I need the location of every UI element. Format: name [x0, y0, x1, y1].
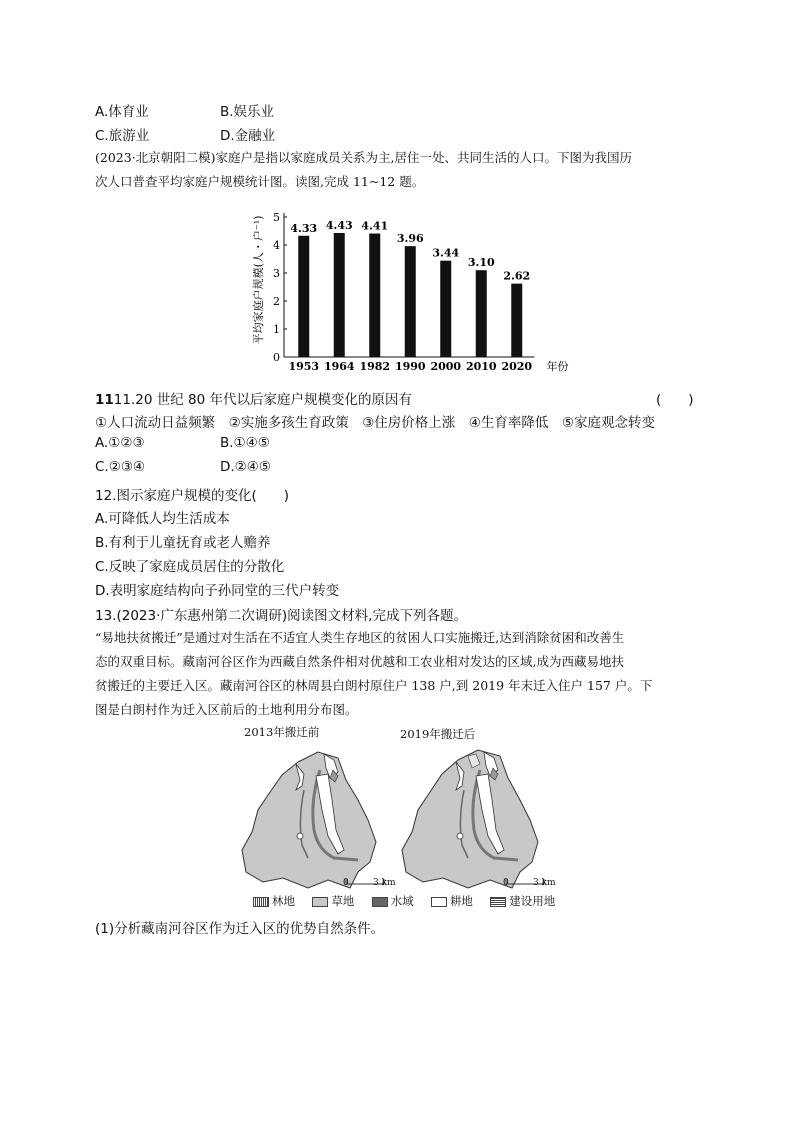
bar-value-label: 4.33 — [290, 221, 318, 235]
option-d-prev: D.金融业 — [220, 128, 276, 144]
y-tick-label: 5 — [273, 211, 280, 224]
q11-answer-paren: ( ) — [656, 392, 694, 408]
map-after-scale-zero: 0 — [503, 878, 509, 888]
bar-value-label: 2.62 — [503, 269, 531, 283]
intro-line-1: (2023·北京朝阳二模)家庭户是指以家庭成员关系为主,居住一处、共同生活的人口。下图为我国历 — [95, 150, 633, 165]
y-axis-label: 平均家庭户规模(人・户⁻¹) — [252, 215, 265, 345]
y-tick-label: 2 — [273, 295, 280, 308]
q13-para-2: 态的双重目标。藏南河谷区作为西藏自然条件相对优越和工农业相对发达的区域,成为西藏易地扶 — [95, 654, 624, 669]
q11-stem: 1111.20 世纪 80 年代以后家庭户规模变化的原因有 — [95, 392, 412, 408]
legend-forest: 林地 — [272, 894, 295, 908]
map-legend — [253, 893, 555, 909]
bar-value-label: 4.41 — [361, 219, 389, 233]
q12-option-b: B.有利于儿童抚育或老人赡养 — [95, 535, 271, 551]
x-tick-label: 1964 — [323, 360, 355, 373]
bar-value-label: 3.96 — [396, 232, 424, 246]
bar — [511, 284, 522, 357]
q13-para-1: “易地扶贫搬迁”是通过对生活在不适宜人类生存地区的贫困人口实施搬迁,达到消除贫困和改善生 — [95, 630, 625, 645]
q12-option-c: C.反映了家庭成员居住的分散化 — [95, 559, 285, 575]
q11-items: ①人口流动日益频繁 ②实施多孩生育政策 ③住房价格上涨 ④生育率降低 ⑤家庭观念转变 — [95, 415, 656, 431]
q11-option-a: A.①②③ — [95, 435, 145, 451]
legend-forest-swatch — [253, 897, 269, 907]
q12-stem: 12.图示家庭户规模的变化( ) — [95, 488, 290, 504]
legend-water: 水域 — [390, 894, 414, 908]
y-tick-label: 4 — [273, 239, 280, 252]
q11-stem-text: 11.20 世纪 80 年代以后家庭户规模变化的原因有 — [113, 392, 412, 408]
map-after-title: 2019年搬迁后 — [400, 727, 476, 741]
y-tick-label: 0 — [273, 351, 280, 364]
x-axis-label: 年份 — [546, 360, 569, 373]
map-before — [238, 740, 388, 890]
bar — [369, 234, 380, 357]
q13-stem: 13.(2023·广东惠州第二次调研)阅读图文材料,完成下列各题。 — [95, 608, 467, 624]
map-before-title: 2013年搬迁前 — [244, 725, 320, 739]
bar — [405, 246, 416, 357]
legend-construction: 建设用地 — [509, 894, 556, 908]
q13-sub1: (1)分析藏南河谷区作为迁入区的优势自然条件。 — [95, 921, 385, 937]
x-tick-label: 1982 — [359, 360, 391, 373]
q12-option-a: A.可降低人均生活成本 — [95, 511, 230, 527]
y-tick-label: 3 — [273, 267, 280, 280]
map-before-scale-zero: 0 — [343, 878, 349, 888]
intro-line-2: 次人口普查平均家庭户规模统计图。读图,完成 11~12 题。 — [95, 174, 425, 189]
bar-value-label: 3.44 — [432, 246, 460, 260]
legend-grass-swatch — [312, 897, 328, 907]
household-size-chart — [250, 195, 569, 375]
q12-option-d: D.表明家庭结构向子孙同堂的三代户转变 — [95, 583, 340, 599]
x-tick-label: 2020 — [501, 360, 533, 373]
map-before-scale-label: 3 km — [373, 878, 396, 888]
bar — [440, 261, 451, 357]
y-tick-label: 1 — [273, 323, 280, 336]
bar — [476, 270, 487, 357]
legend-farmland: 耕地 — [449, 894, 473, 908]
map-after-scale-label: 3 km — [533, 878, 556, 888]
q13-para-4: 图是白朗村作为迁入区前后的土地利用分布图。 — [95, 702, 358, 717]
bar-value-label: 4.43 — [325, 218, 353, 232]
legend-farmland-swatch — [431, 897, 447, 907]
x-tick-label: 1953 — [288, 360, 320, 373]
q11-option-b: B.①④⑤ — [220, 435, 270, 451]
legend-water-swatch — [372, 897, 388, 907]
legend-construction-swatch — [490, 897, 506, 907]
bar — [298, 236, 309, 357]
q11-option-c: C.②③④ — [95, 459, 146, 475]
x-tick-label: 2010 — [465, 360, 497, 373]
legend-grass: 草地 — [331, 894, 355, 908]
option-a-prev: A.体育业 — [95, 104, 149, 120]
x-tick-label: 1990 — [394, 360, 426, 373]
option-b-prev: B.娱乐业 — [220, 104, 275, 120]
x-tick-label: 2000 — [430, 360, 462, 373]
map-after — [396, 740, 551, 890]
bar — [334, 233, 345, 357]
option-c-prev: C.旅游业 — [95, 128, 150, 144]
bar-value-label: 3.10 — [467, 256, 495, 270]
q11-option-d: D.②④⑤ — [220, 459, 271, 475]
q13-para-3: 贫搬迁的主要迁入区。藏南河谷区的林周县白朗村原住户 138 户,到 2019 年末迁入住户 157 户。下 — [95, 678, 653, 693]
